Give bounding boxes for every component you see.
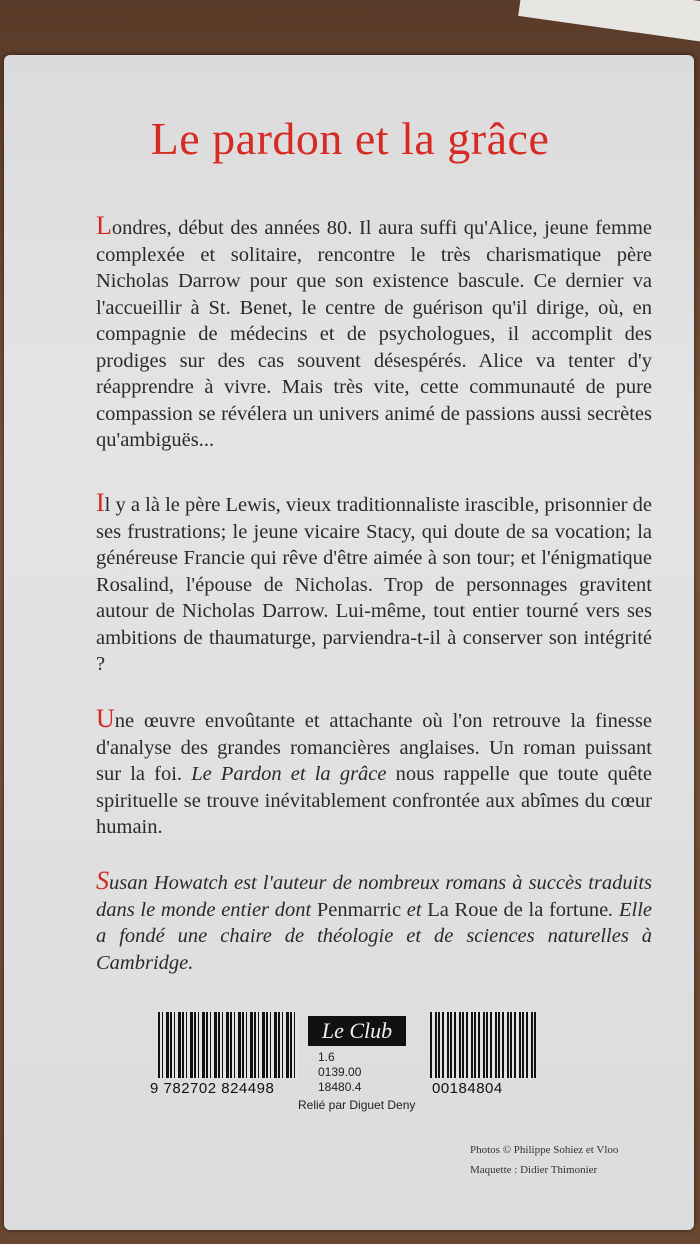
product-code: 00184804	[432, 1080, 503, 1097]
author-bio-paragraph	[96, 868, 652, 976]
drop-cap: U	[96, 704, 115, 733]
paragraph-text: usan Howatch est l'auteur de nombreux romans à succès traduits dans le monde entier dont	[96, 872, 652, 921]
book-title: Le pardon et la grâce	[150, 113, 550, 164]
product-barcode	[430, 1012, 536, 1078]
novel-title: La Roue de la fortune	[427, 898, 609, 921]
paragraph-text: . Elle a fondé une chaire de théologie et de sciences naturelles à Cambridge.	[96, 898, 653, 974]
photo-credit: Photos © Philippe Sohiez et Vloo	[470, 1144, 619, 1156]
layout-credit: Maquette : Didier Thimonier	[470, 1164, 598, 1176]
club-codes	[318, 1050, 361, 1095]
paragraph-text: et	[401, 898, 428, 921]
isbn-number: 9 782702 824498	[150, 1080, 275, 1097]
club-code-line: 18480.4	[318, 1080, 362, 1094]
title-reference: Le Pardon et la grâce	[191, 763, 387, 785]
synopsis-paragraph-1	[96, 213, 652, 454]
binding-credit: Relié par Diguet Deny	[298, 1098, 416, 1112]
barcode-block	[150, 1012, 550, 1122]
le-club-logo: Le Club	[308, 1016, 406, 1046]
paragraph-text: l y a là le père Lewis, vieux traditionnaliste irascible, prisonnier de ses frustrations; le jeune vicaire Stacy, qui doute de sa vocation; la généreuse Francie qui rêve d'être aimée à son tour; et l'énigmatique Rosalind, l'épouse de Nicholas. Trop de personnages gravitent autour de Nicholas Darrow. Lui-même, tout entier tourné vers ses ambitions de thaumaturge, parviendra-t-il à conserver son intégrité ?	[96, 494, 652, 675]
synopsis-paragraph-2	[96, 490, 652, 678]
drop-cap: I	[96, 488, 105, 517]
isbn-barcode	[158, 1012, 298, 1078]
review-paragraph	[96, 706, 652, 841]
paragraph-text: ne œuvre envoûtante et attachante où l'on retrouve la finesse d'analyse des grandes romancières anglaises. Un roman puissant sur la foi.	[96, 710, 652, 785]
drop-cap: L	[96, 211, 112, 240]
paragraph-text: ondres, début des années 80. Il aura suffi qu'Alice, jeune femme complexée et solitaire, rencontre le très charismatique père Nicholas Darrow pour que son existence bascule. Ce dernier va l'accueillir à St. Benet, le centre de guérison qu'il dirige, où, en compagnie de médecins et de psychologues, il accomplit des prodiges sur des cas souvent désespérés. Alice va tenter d'y réapprendre à vivre. Mais très vite, cette communauté de pure compassion se révélera un univers animé de passions aussi secrètes qu'ambiguës...	[96, 217, 652, 451]
club-code-line: 0139.00	[318, 1065, 362, 1079]
paragraph-text: nous rappelle que toute quête spirituelle se trouve inévitablement confrontée aux abîmes du cœur humain.	[96, 763, 652, 838]
club-code-line: 1.6	[318, 1050, 335, 1064]
credits	[470, 1140, 680, 1180]
drop-cap: S	[96, 866, 109, 895]
novel-title: Penmarric	[316, 898, 402, 921]
